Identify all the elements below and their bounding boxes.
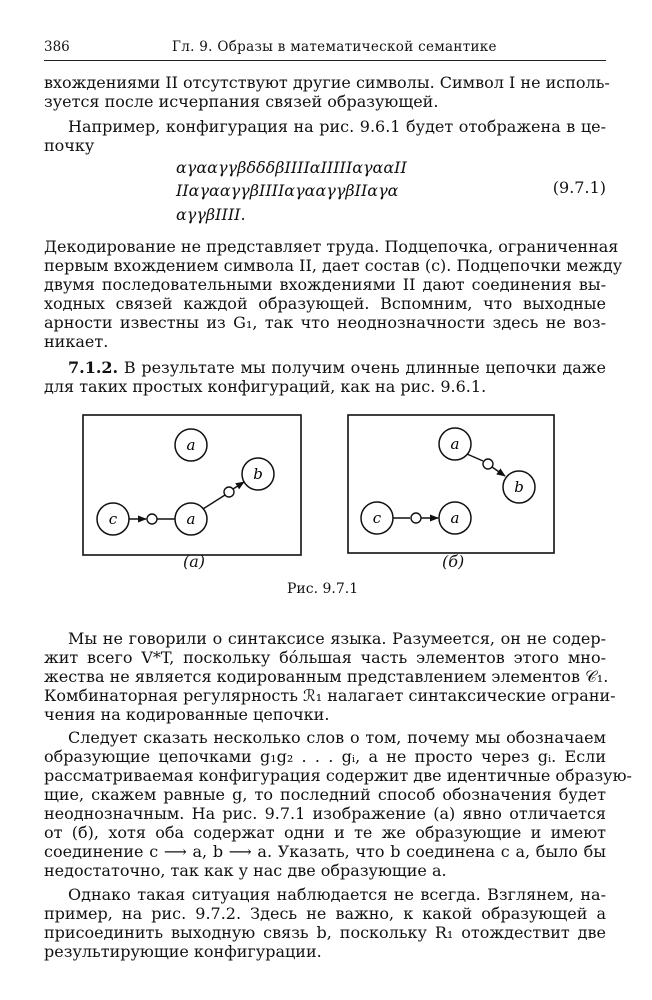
figure-a	[82, 414, 302, 556]
node-label: a	[450, 435, 460, 453]
text-line: присоединить выходную связь b, поскольку R₁ отождествит две	[44, 923, 606, 942]
formula-line: αγγβIIII.	[176, 205, 246, 224]
text-line: образующие цепочками g₁g₂ . . . gᵢ, а не просто через gᵢ. Если	[44, 747, 606, 766]
page-number: 386	[44, 39, 70, 55]
subfigure-label-a: (а)	[183, 552, 206, 571]
bond-line	[467, 454, 483, 461]
equation-number: (9.7.1)	[552, 178, 606, 197]
text-line: для таких простых конфигураций, как на рис. 9.6.1.	[44, 377, 487, 396]
figure-caption: Рис. 9.7.1	[287, 581, 359, 597]
bond-dot	[411, 513, 421, 523]
text-line: первым вхождением символа II, дает состав (c). Подцепочки между	[44, 256, 623, 275]
text-line: зуется после исчерпания связей образующей.	[44, 92, 439, 111]
figure-b	[347, 414, 555, 554]
text-line: почку	[44, 136, 95, 155]
text-line: Однако такая ситуация наблюдается не всегда. Взглянем, на-	[68, 885, 606, 904]
text-line: Следует сказать несколько слов о том, почему мы обозначаем	[68, 728, 606, 747]
bond-dot	[483, 459, 493, 469]
node-label: a	[186, 510, 196, 528]
text-line: соединение c ⟶ a, b ⟶ a. Указать, что b соединена с a, было бы	[44, 842, 606, 861]
text-line: от (б), хотя оба содержат одни и те же образующие и имеют	[44, 823, 606, 842]
text-line: щие, скажем равные g, то последний способ обозначения будет	[44, 785, 606, 804]
formula-line: αγααγγβδδδβIIIIαIIIIIαγααII	[176, 158, 407, 177]
text-line: ходных связей каждой образующей. Вспомним, что выходные	[44, 294, 606, 313]
node-label: c	[108, 510, 118, 528]
node-label: b	[514, 478, 524, 496]
text-line: Мы не говорили о синтаксисе языка. Разумеется, он не содер-	[68, 629, 606, 648]
text-line: арности известны из G₁, так что неоднозначности здесь не воз-	[44, 313, 606, 332]
text-line: вхождениями II отсутствуют другие символы. Символ I не исполь-	[44, 73, 610, 92]
bond-arrow	[492, 467, 505, 476]
bond-arrow	[233, 482, 244, 489]
text-line: никает.	[44, 332, 109, 351]
text-line: Например, конфигурация на рис. 9.6.1 будет отображена в це-	[68, 117, 606, 136]
node-label: c	[372, 509, 382, 527]
text-line: двумя последовательными вхождениями II дают соединения вы-	[44, 275, 606, 294]
section-number: 7.1.2.	[68, 358, 119, 377]
text-line: неоднозначным. На рис. 9.7.1 изображение (а) явно отличается	[44, 804, 606, 823]
text-line: результирующие конфигурации.	[44, 942, 322, 961]
running-header	[44, 38, 606, 61]
node-label: a	[450, 509, 460, 527]
text-line: недостаточно, так как у нас две образующие a.	[44, 861, 447, 880]
section-line	[68, 358, 606, 377]
text-line: чения на кодированные цепочки.	[44, 705, 330, 724]
bond-dot	[147, 514, 157, 524]
section-text: В результате мы получим очень длинные цепочки даже	[123, 358, 606, 377]
text-line: пример, на рис. 9.7.2. Здесь не важно, к какой образующей a	[44, 904, 606, 923]
text-line: Комбинаторная регулярность ℛ₁ налагает синтаксические ограни-	[44, 686, 616, 705]
node-label: b	[253, 465, 263, 483]
text-line: рассматриваемая конфигурация содержит две идентичные образую-	[44, 766, 632, 785]
subfigure-label-b: (б)	[442, 552, 465, 571]
formula-line: IIαγααγγβIIIIαγααγγβIIαγα	[176, 181, 399, 200]
node-label: a	[186, 436, 196, 454]
bond-dot	[224, 487, 234, 497]
bond-line	[203, 495, 225, 509]
text-line: Декодирование не представляет труда. Подцепочка, ограниченная	[44, 237, 619, 256]
text-line: жит всего V*T, поскольку бóльшая часть элементов этого мно-	[44, 648, 606, 667]
text-line: жества не является кодированным представлением элементов 𝒞₁.	[44, 667, 609, 686]
running-title: Гл. 9. Образы в математической семантике	[172, 39, 497, 55]
